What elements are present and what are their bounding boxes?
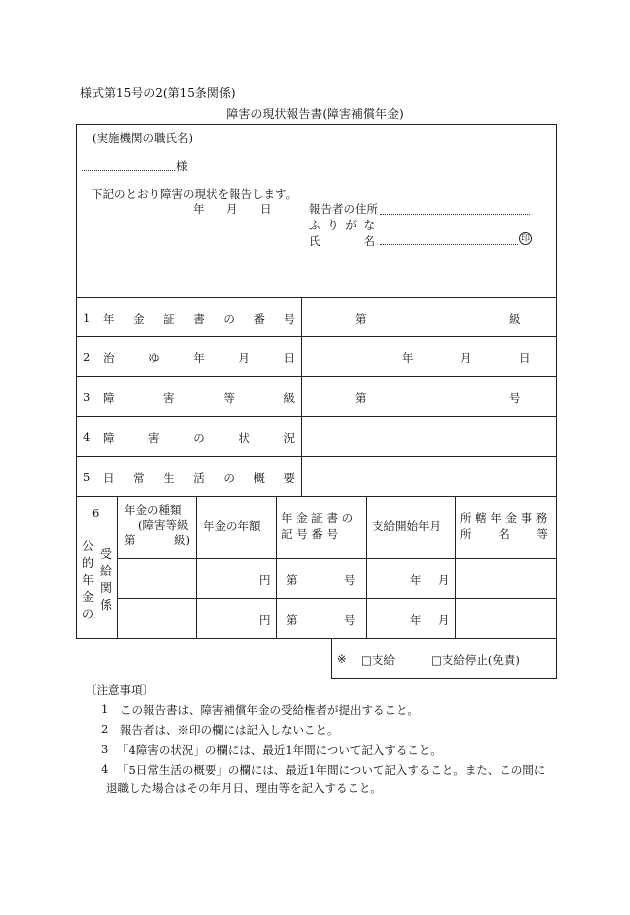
pension-row-2-dai: 第 [286, 613, 298, 627]
row-1-dai: 第 [355, 312, 367, 326]
row-4-number: 4 [83, 430, 91, 444]
furigana-label: ふ り が な [309, 218, 375, 232]
pension-row-2-yen: 円 [259, 613, 271, 627]
notes-heading: 〔注意事項〕 [85, 683, 154, 697]
note-2-text: 報告者は、※印の欄には記入しないこと。 [120, 723, 339, 737]
row-4-label: 障 害 の 状 況 [103, 431, 295, 445]
row-5-number: 5 [83, 470, 91, 484]
report-statement: 下記のとおり障害の現状を報告します。 [91, 187, 298, 201]
date-month: 月 [226, 202, 238, 216]
row-2-month: 月 [460, 351, 472, 365]
pension-row-2-year: 年 [410, 613, 422, 627]
status-mark: ※ [337, 652, 347, 666]
note-3-number: 3 [101, 742, 109, 756]
row-3-label: 障 害 等 級 [103, 391, 295, 405]
note-4-continuation: 退職した場合はその年月日、理由等を記入すること。 [106, 781, 382, 795]
pension-row-1-yen: 円 [259, 573, 271, 587]
reporter-address-label: 報告者の住所 [309, 202, 378, 216]
status-option-payment[interactable]: □支給 [361, 653, 395, 667]
pension-row-2-month: 月 [438, 613, 450, 627]
row-2-year: 年 [402, 351, 414, 365]
row-2-label: 治 ゆ 年 月 日 [103, 351, 295, 365]
header-start-month: 支給開始年月 [372, 519, 441, 533]
row-1-kyu: 級 [509, 312, 521, 326]
note-1-number: 1 [101, 702, 109, 716]
honorific: 様 [176, 159, 188, 173]
date-year: 年 [193, 202, 205, 216]
name-label: 氏 名 [309, 234, 375, 248]
header-pension-type: 年金の種類 (障害等級 第 級) [124, 503, 190, 547]
header-cert-number: 年 金 証 書 の 記 号 番 号 [281, 511, 354, 541]
form-number: 様式第15号の2(第15条関係) [80, 86, 236, 100]
status-option-suspension[interactable]: □支給停止(免責) [431, 653, 520, 667]
pension-row-1-dai: 第 [286, 573, 298, 587]
pension-side-label-right: 受 給 関 係 [99, 547, 112, 612]
reporter-name-field[interactable] [380, 244, 518, 245]
note-1-text: この報告書は、障害補償年金の受給権者が提出すること。 [120, 703, 419, 717]
row-3-go: 号 [509, 391, 521, 405]
row-3-dai: 第 [355, 391, 367, 405]
header-pension-office: 所 轄 年 金 事 務 所 名 等 [460, 511, 548, 541]
row-1-label: 年 金 証 書 の 番 号 [103, 312, 295, 326]
pension-side-label-left: 公 的 年 金 の [81, 539, 94, 621]
row-1-number: 1 [83, 311, 91, 325]
pension-row-1-go: 号 [344, 573, 356, 587]
pension-number: 6 [92, 506, 100, 520]
pension-row-2-go: 号 [344, 613, 356, 627]
pension-row-1-year: 年 [410, 573, 422, 587]
note-2-number: 2 [101, 722, 109, 736]
note-4-text: 「5日常生活の概要」の欄には、最近1年間について記入すること。また、この間に [117, 763, 546, 777]
note-3-text: 「4障害の状況」の欄には、最近1年間について記入すること。 [117, 743, 442, 757]
row-3-number: 3 [83, 390, 91, 404]
row-2-number: 2 [83, 350, 91, 364]
seal-mark: 印 [520, 234, 530, 244]
agency-label: (実施機関の職氏名) [92, 131, 193, 145]
agency-name-field[interactable] [82, 170, 175, 171]
pension-row-1-month: 月 [438, 573, 450, 587]
reporter-address-field[interactable] [380, 214, 530, 215]
form-title: 障害の現状報告書(障害補償年金) [226, 107, 404, 121]
row-5-label: 日 常 生 活 の 概 要 [103, 471, 295, 485]
row-2-day: 日 [519, 351, 531, 365]
header-annual-amount: 年金の年額 [203, 519, 261, 533]
date-day: 日 [260, 202, 272, 216]
note-4-number: 4 [101, 762, 109, 776]
